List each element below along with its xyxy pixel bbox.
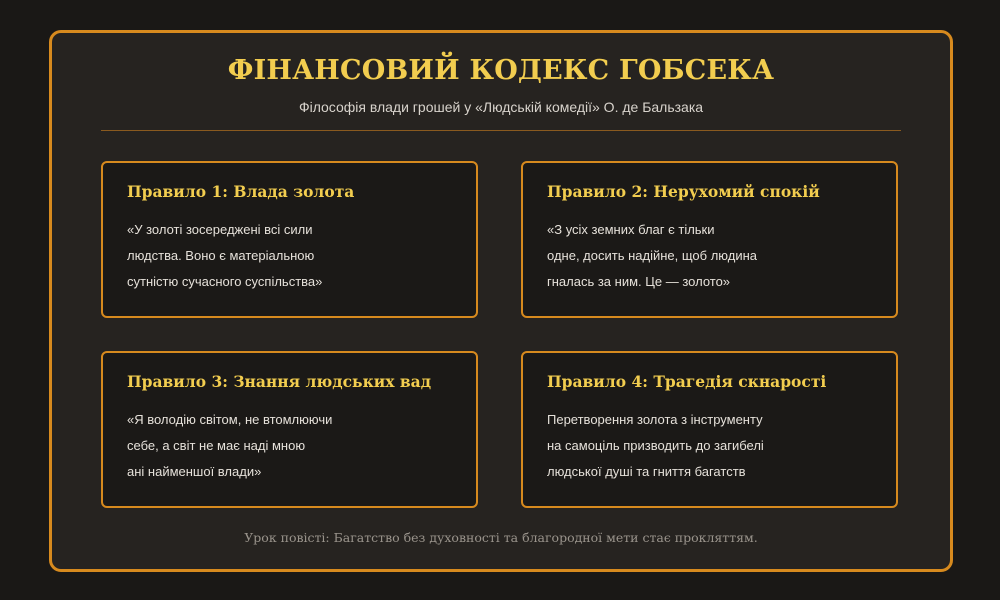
rule-card-title: Правило 2: Нерухомий спокій xyxy=(547,182,820,201)
rule-card-title: Правило 4: Трагедія скнарості xyxy=(547,372,827,391)
rule-card-text xyxy=(547,217,887,295)
rule-card-line: ані найменшої влади» xyxy=(127,464,262,479)
page-subtitle: Філософія влади грошей у «Людській комедії» О. де Бальзака xyxy=(298,99,704,115)
rule-card-title: Правило 3: Знання людських вад xyxy=(127,372,432,391)
page-title: ФІНАНСОВИЙ КОДЕКС ГОБСЕКА xyxy=(227,55,775,86)
rule-card-text xyxy=(547,407,887,485)
main-frame xyxy=(49,30,953,572)
rule-card-line: Перетворення золота з інструменту xyxy=(547,412,763,427)
rule-card-title: Правило 1: Влада золота xyxy=(127,182,355,201)
rule-card-3 xyxy=(101,351,478,508)
rule-card-line: себе, а світ не має наді мною xyxy=(127,438,306,453)
rule-card-line: «З усіх земних благ є тільки xyxy=(547,222,715,237)
rule-card-2 xyxy=(521,161,898,318)
header-divider xyxy=(101,130,901,131)
rule-card-line: на самоціль призводить до загибелі xyxy=(547,438,764,453)
rule-card-text xyxy=(127,407,467,485)
rule-card-line: сутністю сучасного суспільства» xyxy=(127,274,323,289)
rule-card-text xyxy=(127,217,467,295)
rule-card-4 xyxy=(521,351,898,508)
rule-card-1 xyxy=(101,161,478,318)
lesson-footer: Урок повісті: Багатство без духовності та благородної мети стає прокляттям. xyxy=(244,530,758,545)
rule-card-line: людства. Воно є матеріальною xyxy=(127,248,315,263)
rule-card-line: «У золоті зосереджені всі сили xyxy=(127,222,313,237)
rule-card-line: людської душі та гниття багатств xyxy=(547,464,746,479)
rule-card-line: гналась за ним. Це — золото» xyxy=(547,274,731,289)
rule-card-line: одне, досить надійне, щоб людина xyxy=(547,248,757,263)
rule-card-line: «Я володію світом, не втомлюючи xyxy=(127,412,333,427)
